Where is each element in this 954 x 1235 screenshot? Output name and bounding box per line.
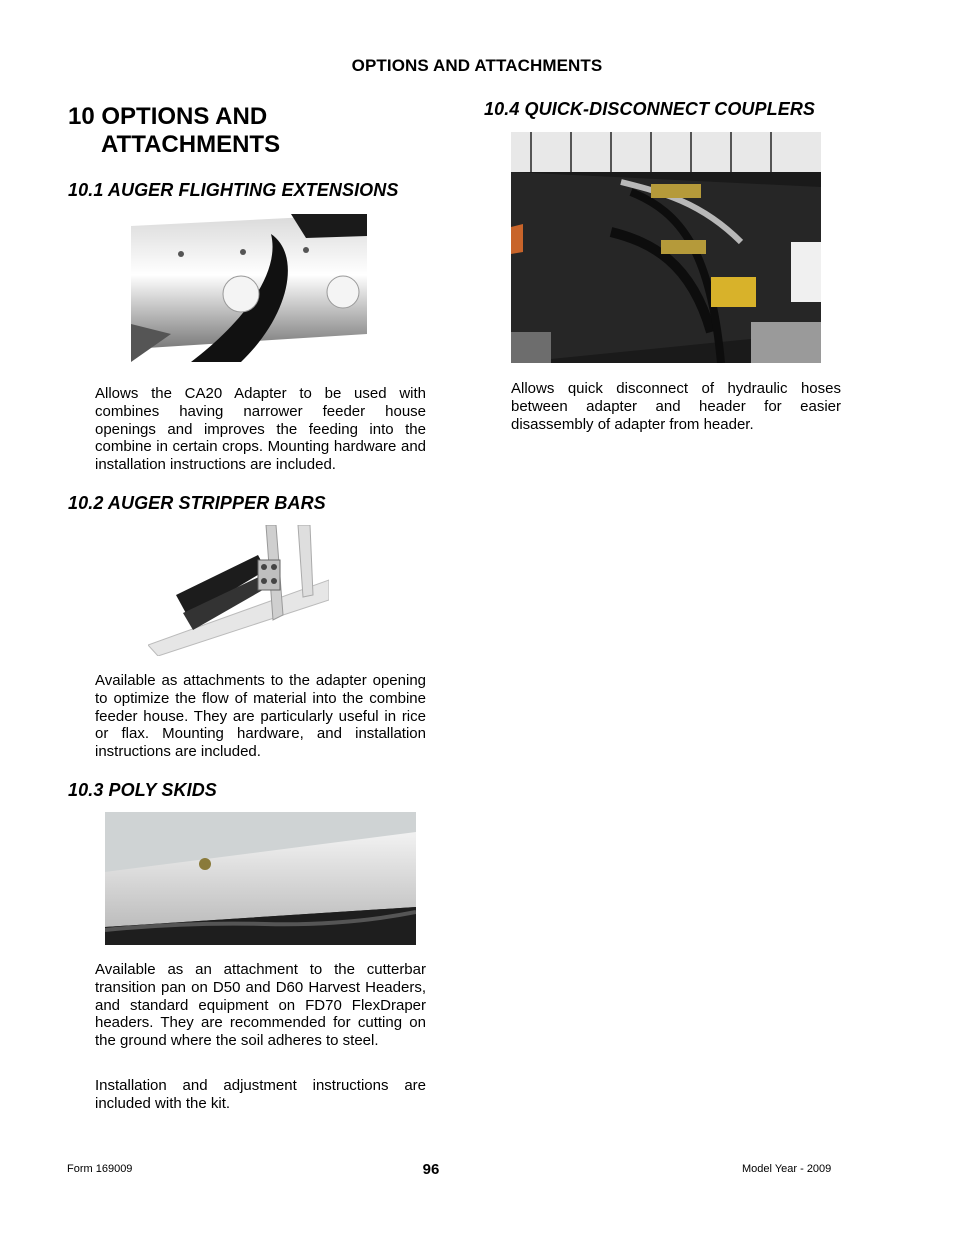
paragraph-poly-skids-2: Installation and adjustment instructions are included with the kit. [95,1077,426,1112]
section-heading-poly-skids: 10.3 POLY SKIDS [68,780,217,800]
quick-disconnect-photo [511,132,821,363]
footer-form-number: Form 169009 [67,1163,133,1175]
poly-skids-photo [105,812,416,945]
paragraph-poly-skids-1: Available as an attachment to the cutterbar transition pan on D50 and D60 Harvest Headers, and standard equipment on FD70 FlexDraper headers. They are recommended for cutting on the ground where the soil adheres to steel. [95,961,426,1050]
chapter-title [68,103,280,159]
section-heading-stripper-bars: 10.2 AUGER STRIPPER BARS [68,493,326,513]
page-number: 96 [422,1161,440,1178]
chapter-title-line1: 10 OPTIONS AND [68,103,268,130]
section-heading-auger-flighting: 10.1 AUGER FLIGHTING EXTENSIONS [68,180,399,200]
chapter-title-line2: ATTACHMENTS [101,131,281,158]
paragraph-stripper-bars: Available as attachments to the adapter opening to optimize the flow of material into the combine feeder house. They are particularly useful in rice or flax. Mounting hardware, and installation instructions are included. [95,672,426,761]
paragraph-quick-disconnect: Allows quick disconnect of hydraulic hoses between adapter and header for easier disassembly of adapter from header. [511,380,841,433]
section-heading-quick-disconnect: 10.4 QUICK-DISCONNECT COUPLERS [484,99,816,119]
running-header: OPTIONS AND ATTACHMENTS [351,56,603,75]
stripper-bars-drawing [148,525,329,656]
footer-model-year: Model Year - 2009 [742,1163,832,1175]
auger-flighting-photo [131,214,367,362]
paragraph-auger-flighting: Allows the CA20 Adapter to be used with combines having narrower feeder house openings and improves the feeding into the combine in certain crops. Mounting hardware and installation instructions are included. [95,385,426,474]
